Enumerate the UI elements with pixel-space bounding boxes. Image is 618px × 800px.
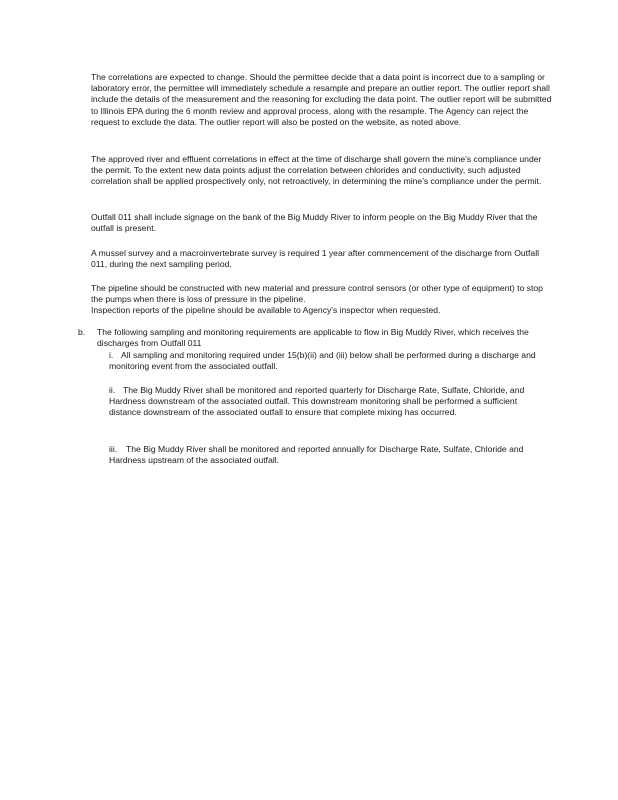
sub-item-number: ii. xyxy=(109,385,116,395)
sub-item-number: i. xyxy=(109,350,114,360)
list-item-b xyxy=(78,327,558,349)
paragraph-outlier-report: The correlations are expected to change. Should the permittee decide that a data point is incorrect due to a sampling or laboratory error, the permittee will immediately schedule a resample and prepare an outlier report. The outlier report shall include the details of the measurement and the reasoning for excluding the data point. The outlier report will be submitted to Illinois EPA during the 6 month review and approval process, along with the resample. The Agency can reject the request to exclude the data. The outlier report will also be posted on the website, as noted above. xyxy=(91,72,552,127)
pipeline-construction-text: The pipeline should be constructed with new material and pressure control sensors (or other type of equipment) to stop the pumps when there is loss of pressure in the pipeline. xyxy=(91,283,543,305)
sub-item-text: The Big Muddy River shall be monitored and reported quarterly for Discharge Rate, Sulfate, Chloride, and Hardness downstream of the associated outfall. This downstream monitoring shall be performed a sufficient distance downstream of the associated outfall to ensure that complete mixing has occurred. xyxy=(109,385,525,418)
paragraph-correlations-compliance: The approved river and effluent correlations in effect at the time of discharge shall govern the mine's compliance under the permit. To the extent new data points adjust the correlation between chlorides and conductivity, such adjusted correlation shall be applied prospectively only, not retroactively, in determining the mine's compliance under the permit. xyxy=(91,154,542,187)
paragraph-pipeline xyxy=(91,283,555,317)
sub-item-i xyxy=(109,350,549,372)
sub-item-number: iii. xyxy=(109,444,118,454)
list-item-b-text: The following sampling and monitoring requirements are applicable to flow in Big Muddy River, which receives the discharges from Outfall 011 xyxy=(97,327,529,349)
paragraph-mussel-survey: A mussel survey and a macroinvertebrate survey is required 1 year after commencement of the discharge from Outfall 011, during the next sampling period. xyxy=(91,248,540,270)
sub-item-text: The Big Muddy River shall be monitored and reported annually for Discharge Rate, Sulfate, Chloride and Hardness upstream of the associated outfall. xyxy=(109,444,524,466)
pipeline-inspection-text: Inspection reports of the pipeline should be available to Agency's inspector when requested. xyxy=(91,305,441,316)
sub-item-iii xyxy=(109,444,549,466)
sub-item-text: All sampling and monitoring required under 15(b)(ii) and (iii) below shall be performed during a discharge and monitoring event from the associated outfall. xyxy=(109,350,536,372)
paragraph-outfall-signage: Outfall 011 shall include signage on the bank of the Big Muddy River to inform people on the Big Muddy River that the outfall is present. xyxy=(91,212,538,234)
list-marker-b: b. xyxy=(78,327,86,337)
sub-item-ii xyxy=(109,385,549,419)
